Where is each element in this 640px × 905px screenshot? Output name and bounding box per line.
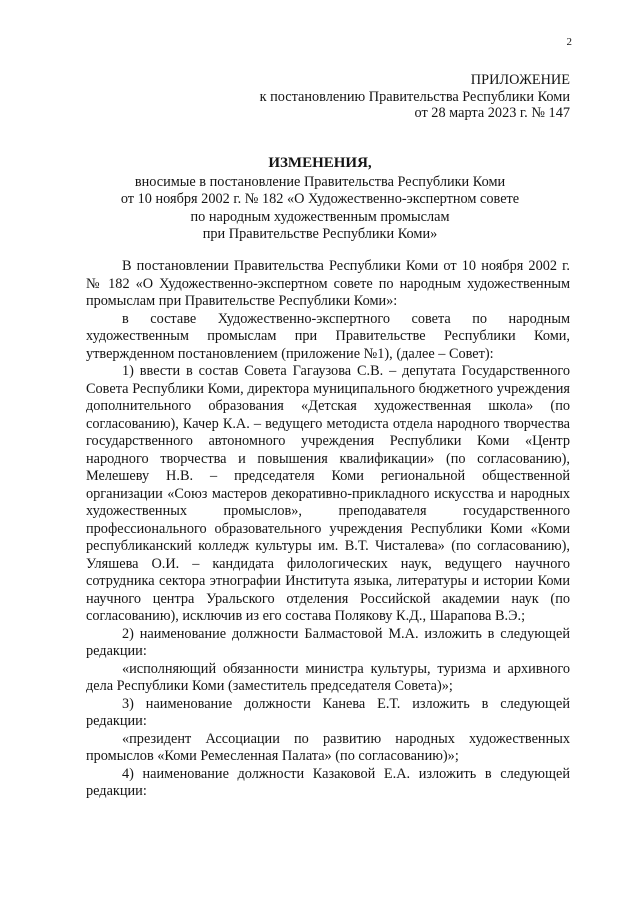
body-paragraph: «исполняющий обязанности министра культуры, туризма и архивного дела Республики Коми (заместитель председателя Совета)»; <box>86 660 570 694</box>
document-body <box>86 258 570 801</box>
title-heading: ИЗМЕНЕНИЯ, <box>268 155 372 171</box>
body-paragraph: 1) ввести в состав Совета Гагаузова С.В. – депутата Государственного Совета Республики Коми, директора муниципального бюджетного учреждения дополнительного образования «Детская художественная школа» (по согласованию), Качер К.А. – ведущего методиста отдела народного творчества государственного автономного учреждения Республики Коми «Центр народного творчества и повышения квалификации» (по согласованию), Мелешеву Н.В. – председателя Коми региональной общественной организации «Союз мастеров декоративно-прикладного искусства и народных художественных промыслов», преподавателя государственного профессионального образовательного учреждения Республики Коми «Коми республиканский колледж культуры им. В.Т. Чисталева» (по согласованию), Уляшева О.И. – кандидата филологических наук, ведущего научного сотрудника сектора этнографии Института языка, литературы и истории Коми научного центра Уральского отделения Российской академии наук (по согласованию), исключив из его состава Полякову К.Д., Шарапова В.Э.; <box>86 363 570 624</box>
body-paragraph: 4) наименование должности Казаковой Е.А. изложить в следующей редакции: <box>86 765 570 799</box>
title-line: от 10 ноября 2002 г. № 182 «О Художественно-экспертном совете <box>120 191 520 207</box>
page-number: 2 <box>566 36 572 48</box>
appendix-header <box>260 72 570 122</box>
body-paragraph: «президент Ассоциации по развитию народных художественных промыслов «Коми Ремесленная Палата» (по согласованию)»; <box>86 730 570 764</box>
document-title <box>60 155 580 244</box>
title-line: вносимые в постановление Правительства Республики Коми <box>134 173 506 190</box>
body-paragraph: В постановлении Правительства Республики Коми от 10 ноября 2002 г. № 182 «О Художественно-экспертном совете по народным художественным промыслам при Правительстве Республики Коми»: <box>86 258 570 309</box>
title-line: по народным художественным промыслам <box>190 208 450 225</box>
appendix-title: ПРИЛОЖЕНИЕ <box>470 72 570 88</box>
appendix-date: от 28 марта 2023 г. № 147 <box>414 105 570 121</box>
body-paragraph: 3) наименование должности Канева Е.Т. изложить в следующей редакции: <box>86 695 570 729</box>
body-paragraph: в составе Художественно-экспертного совета по народным художественным промыслам при Правительстве Республики Коми, утвержденном постановлением (приложение №1), (далее – Совет): <box>86 310 570 362</box>
appendix-reference: к постановлению Правительства Республики Коми <box>259 88 570 105</box>
title-line: при Правительстве Республики Коми» <box>202 226 438 242</box>
body-paragraph: 2) наименование должности Балмастовой М.А. изложить в следующей редакции: <box>86 625 570 659</box>
